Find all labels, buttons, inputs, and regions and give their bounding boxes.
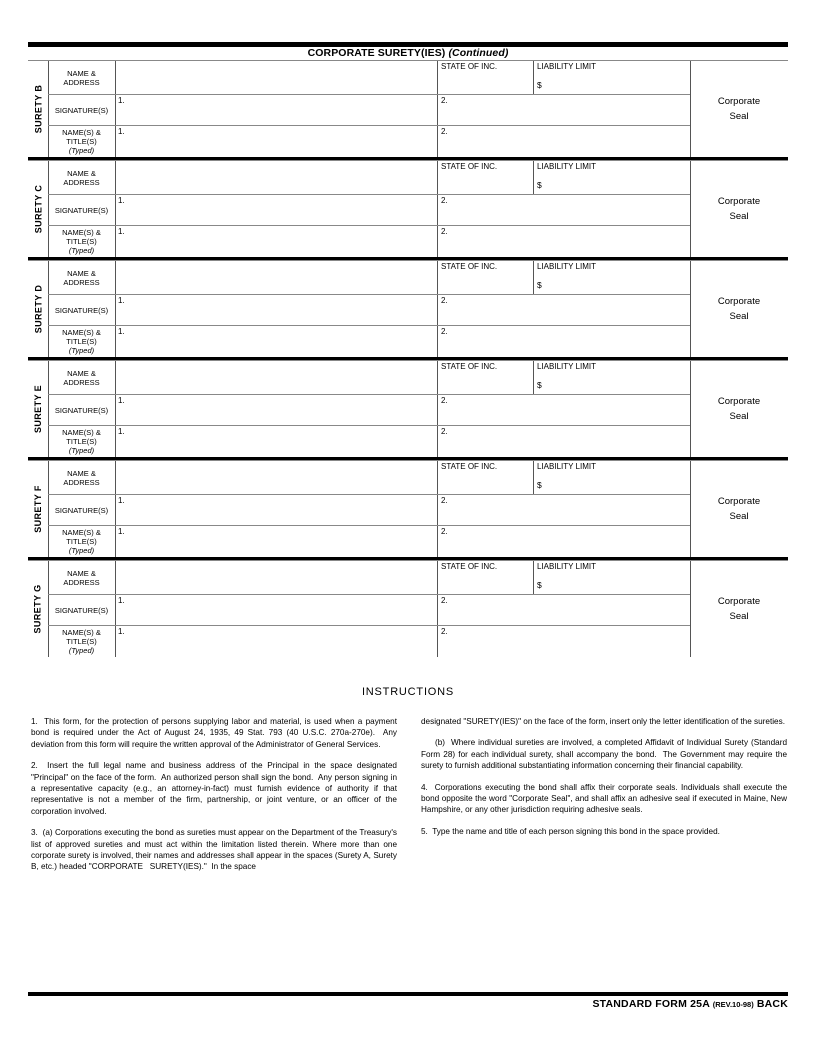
state-of-inc-label: STATE OF INC. <box>441 162 498 171</box>
label-names-titles: NAME(S) & TITLE(S) (Typed) <box>48 625 115 657</box>
instruction-paragraph: (b) Where individual sureties are involved, a completed Affidavit of Individual Surety (Standard Form 28) for each individual surety, shall accompany the bond. The Government may require the surety to furnish additional substantiating information concerning their financial capability. <box>421 738 790 771</box>
corporate-seal-area[interactable] <box>690 361 788 457</box>
surety-data-col <box>115 361 691 457</box>
corporate-seal-area[interactable] <box>690 561 788 657</box>
signature-number-2: 2. <box>441 496 448 505</box>
surety-label-col <box>48 161 116 257</box>
corporate-seal-label: Corporate Seal <box>717 596 761 622</box>
column-divider <box>437 326 438 357</box>
names-titles-row[interactable] <box>115 125 690 157</box>
column-divider <box>437 361 438 394</box>
name-title-number-1: 1. <box>118 327 125 336</box>
column-divider <box>437 161 438 194</box>
surety-label-col <box>48 61 116 157</box>
surety-label-col <box>48 461 116 557</box>
corporate-seal-label: Corporate Seal <box>717 296 761 322</box>
instruction-paragraph: 5. Type the name and title of each person signing this bond in the space provided. <box>421 826 720 836</box>
names-titles-row[interactable] <box>115 625 690 657</box>
surety-block <box>28 360 788 457</box>
surety-letter-col <box>28 61 49 157</box>
surety-letter-col <box>28 161 49 257</box>
column-divider <box>437 95 438 125</box>
instruction-paragraph: 1. This form, for the protection of persons supplying labor and material, is used when a payment bond is required under the Act of August 24, 1935, 49 Stat. 793 (40 U.S.C. 270a-270e). Any deviation from this form will require the written approval of the Administrator of General Services. <box>31 717 400 749</box>
column-divider <box>437 126 438 157</box>
name-title-number-2: 2. <box>441 327 448 336</box>
surety-data-col <box>115 461 691 557</box>
corporate-seal-label: Corporate Seal <box>717 196 761 222</box>
column-divider <box>437 461 438 494</box>
corporate-seal-label: Corporate Seal <box>717 396 761 422</box>
label-signatures: SIGNATURE(S) <box>48 94 115 125</box>
label-signatures: SIGNATURE(S) <box>48 494 115 525</box>
dollar-sign: $ <box>537 280 542 290</box>
names-titles-row[interactable] <box>115 325 690 357</box>
surety-letter-col <box>28 261 49 357</box>
name-address-row[interactable] <box>115 461 690 494</box>
signatures-row[interactable] <box>115 394 690 425</box>
names-titles-row[interactable] <box>115 225 690 257</box>
surety-label-col <box>48 561 116 657</box>
column-divider <box>533 161 534 194</box>
corporate-seal-area[interactable] <box>690 61 788 157</box>
signatures-row[interactable] <box>115 294 690 325</box>
name-title-number-1: 1. <box>118 427 125 436</box>
label-names-titles: NAME(S) & TITLE(S) (Typed) <box>48 325 115 357</box>
surety-data-col <box>115 161 691 257</box>
liability-limit-label: LIABILITY LIMIT <box>537 462 596 471</box>
name-title-number-2: 2. <box>441 627 448 636</box>
instruction-paragraph: 3. (a) Corporations executing the bond as sureties must appear on the Department of the Treasury's list of approved sureties and must act within the limitation listed therein. Where more than one corporate surety is involved, their names and addresses shall appear in the spaces (Surety A, Surety B, etc.) headed "CORPORATE SURETY(IES)." In the space <box>31 828 400 872</box>
section-title-main: CORPORATE SURETY(IES) <box>307 47 446 59</box>
name-address-row[interactable] <box>115 61 690 94</box>
surety-letter-col <box>28 561 49 657</box>
surety-letter-col <box>28 361 49 457</box>
footer-rule <box>28 992 788 996</box>
corporate-seal-area[interactable] <box>690 161 788 257</box>
signature-number-1: 1. <box>118 596 125 605</box>
column-divider <box>437 261 438 294</box>
label-name-address: NAME & ADDRESS <box>63 468 100 487</box>
name-title-number-2: 2. <box>441 227 448 236</box>
surety-letter-label: SURETY D <box>33 284 44 334</box>
surety-data-col <box>115 61 691 157</box>
footer-side: BACK <box>756 998 788 1010</box>
surety-block <box>28 560 788 657</box>
signature-number-2: 2. <box>441 596 448 605</box>
column-divider <box>437 395 438 425</box>
signature-number-2: 2. <box>441 196 448 205</box>
name-title-number-1: 1. <box>118 527 125 536</box>
footer-form-id <box>592 998 788 1010</box>
dollar-sign: $ <box>537 380 542 390</box>
dollar-sign: $ <box>537 480 542 490</box>
surety-data-col <box>115 261 691 357</box>
column-divider <box>533 361 534 394</box>
column-divider <box>437 61 438 94</box>
name-title-number-1: 1. <box>118 227 125 236</box>
form-page <box>28 0 788 1056</box>
section-title <box>28 47 788 60</box>
state-of-inc-label: STATE OF INC. <box>441 562 498 571</box>
name-address-row[interactable] <box>115 161 690 194</box>
signature-number-2: 2. <box>441 296 448 305</box>
footer-revision: (REV.10-98) <box>712 1000 754 1009</box>
column-divider <box>437 226 438 257</box>
column-divider <box>437 295 438 325</box>
label-signatures: SIGNATURE(S) <box>48 394 115 425</box>
signatures-row[interactable] <box>115 94 690 125</box>
surety-block <box>28 260 788 357</box>
liability-limit-label: LIABILITY LIMIT <box>537 162 596 171</box>
label-names-titles: NAME(S) & TITLE(S) (Typed) <box>48 225 115 257</box>
signature-number-2: 2. <box>441 96 448 105</box>
instruction-paragraph: 2. Insert the full legal name and business address of the Principal in the space designated "Principal" on the face of the form. An authorized person shall sign the bond. Any person signing in a representative capacity (e.g., an attorney-in-fact) must furnish evidence of authority if that representative is not a member of the firm, partnership, or joint venture, or an officer of the corporation involved. <box>31 761 400 816</box>
surety-letter-label: SURETY C <box>33 184 44 234</box>
name-address-row[interactable] <box>115 261 690 294</box>
column-divider <box>533 461 534 494</box>
name-address-row[interactable] <box>115 561 690 594</box>
state-of-inc-label: STATE OF INC. <box>441 262 498 271</box>
surety-label-col <box>48 361 116 457</box>
surety-letter-col <box>28 461 49 557</box>
signature-number-2: 2. <box>441 396 448 405</box>
name-address-row[interactable] <box>115 361 690 394</box>
names-titles-row[interactable] <box>115 525 690 557</box>
label-names-titles: NAME(S) & TITLE(S) (Typed) <box>48 525 115 557</box>
liability-limit-label: LIABILITY LIMIT <box>537 262 596 271</box>
corporate-seal-label: Corporate Seal <box>717 96 761 122</box>
surety-label-col <box>48 261 116 357</box>
liability-limit-label: LIABILITY LIMIT <box>537 362 596 371</box>
instructions-left-column <box>31 716 400 883</box>
state-of-inc-label: STATE OF INC. <box>441 462 498 471</box>
signatures-row[interactable] <box>115 194 690 225</box>
label-signatures: SIGNATURE(S) <box>48 194 115 225</box>
label-signatures: SIGNATURE(S) <box>48 594 115 625</box>
instructions-right-column <box>421 716 790 883</box>
column-divider <box>437 426 438 457</box>
names-titles-row[interactable] <box>115 425 690 457</box>
dollar-sign: $ <box>537 80 542 90</box>
corporate-surety-table <box>28 60 788 657</box>
name-title-number-2: 2. <box>441 527 448 536</box>
liability-limit-label: LIABILITY LIMIT <box>537 62 596 71</box>
instructions-heading: INSTRUCTIONS <box>361 686 455 698</box>
section-title-continued: (Continued) <box>448 47 509 59</box>
name-title-number-2: 2. <box>441 127 448 136</box>
name-title-number-1: 1. <box>118 127 125 136</box>
surety-block <box>28 460 788 557</box>
dollar-sign: $ <box>537 580 542 590</box>
label-name-address: NAME & ADDRESS <box>63 168 100 187</box>
instruction-paragraph: 4. Corporations executing the bond shall affix their corporate seals. Individuals shall execute the bond opposite the word "Corporate Seal", and shall affix an adhesive seal if executed in Maine, New Hampshire, or any other jurisdiction requiring adhesive seals. <box>421 782 790 815</box>
label-name-address: NAME & ADDRESS <box>63 268 100 287</box>
column-divider <box>437 561 438 594</box>
instruction-paragraph: designated "SURETY(IES)" on the face of the form, insert only the letter identification of the sureties. <box>421 717 785 726</box>
footer-form-name: STANDARD FORM 25A <box>592 998 710 1010</box>
state-of-inc-label: STATE OF INC. <box>441 62 498 71</box>
signature-number-1: 1. <box>118 96 125 105</box>
surety-letter-label: SURETY E <box>33 384 44 434</box>
surety-block <box>28 160 788 257</box>
label-names-titles: NAME(S) & TITLE(S) (Typed) <box>48 425 115 457</box>
signature-number-1: 1. <box>118 496 125 505</box>
column-divider <box>437 526 438 557</box>
column-divider <box>533 561 534 594</box>
corporate-seal-area[interactable] <box>690 461 788 557</box>
instructions-body <box>31 716 788 883</box>
label-signatures: SIGNATURE(S) <box>48 294 115 325</box>
column-divider <box>533 261 534 294</box>
signature-number-1: 1. <box>118 296 125 305</box>
label-name-address: NAME & ADDRESS <box>63 568 100 587</box>
surety-letter-label: SURETY B <box>33 84 44 134</box>
column-divider <box>437 495 438 525</box>
corporate-seal-area[interactable] <box>690 261 788 357</box>
surety-data-col <box>115 561 691 657</box>
column-divider <box>533 61 534 94</box>
signature-number-1: 1. <box>118 396 125 405</box>
label-name-address: NAME & ADDRESS <box>63 368 100 387</box>
liability-limit-label: LIABILITY LIMIT <box>537 562 596 571</box>
corporate-seal-label: Corporate Seal <box>717 496 761 522</box>
signatures-row[interactable] <box>115 594 690 625</box>
state-of-inc-label: STATE OF INC. <box>441 362 498 371</box>
name-title-number-2: 2. <box>441 427 448 436</box>
column-divider <box>437 595 438 625</box>
surety-letter-label: SURETY G <box>33 584 44 634</box>
surety-letter-label: SURETY F <box>33 485 44 533</box>
name-title-number-1: 1. <box>118 627 125 636</box>
column-divider <box>437 626 438 657</box>
label-names-titles: NAME(S) & TITLE(S) (Typed) <box>48 125 115 157</box>
dollar-sign: $ <box>537 180 542 190</box>
surety-block <box>28 60 788 157</box>
column-divider <box>437 195 438 225</box>
signature-number-1: 1. <box>118 196 125 205</box>
label-name-address: NAME & ADDRESS <box>63 68 100 87</box>
signatures-row[interactable] <box>115 494 690 525</box>
